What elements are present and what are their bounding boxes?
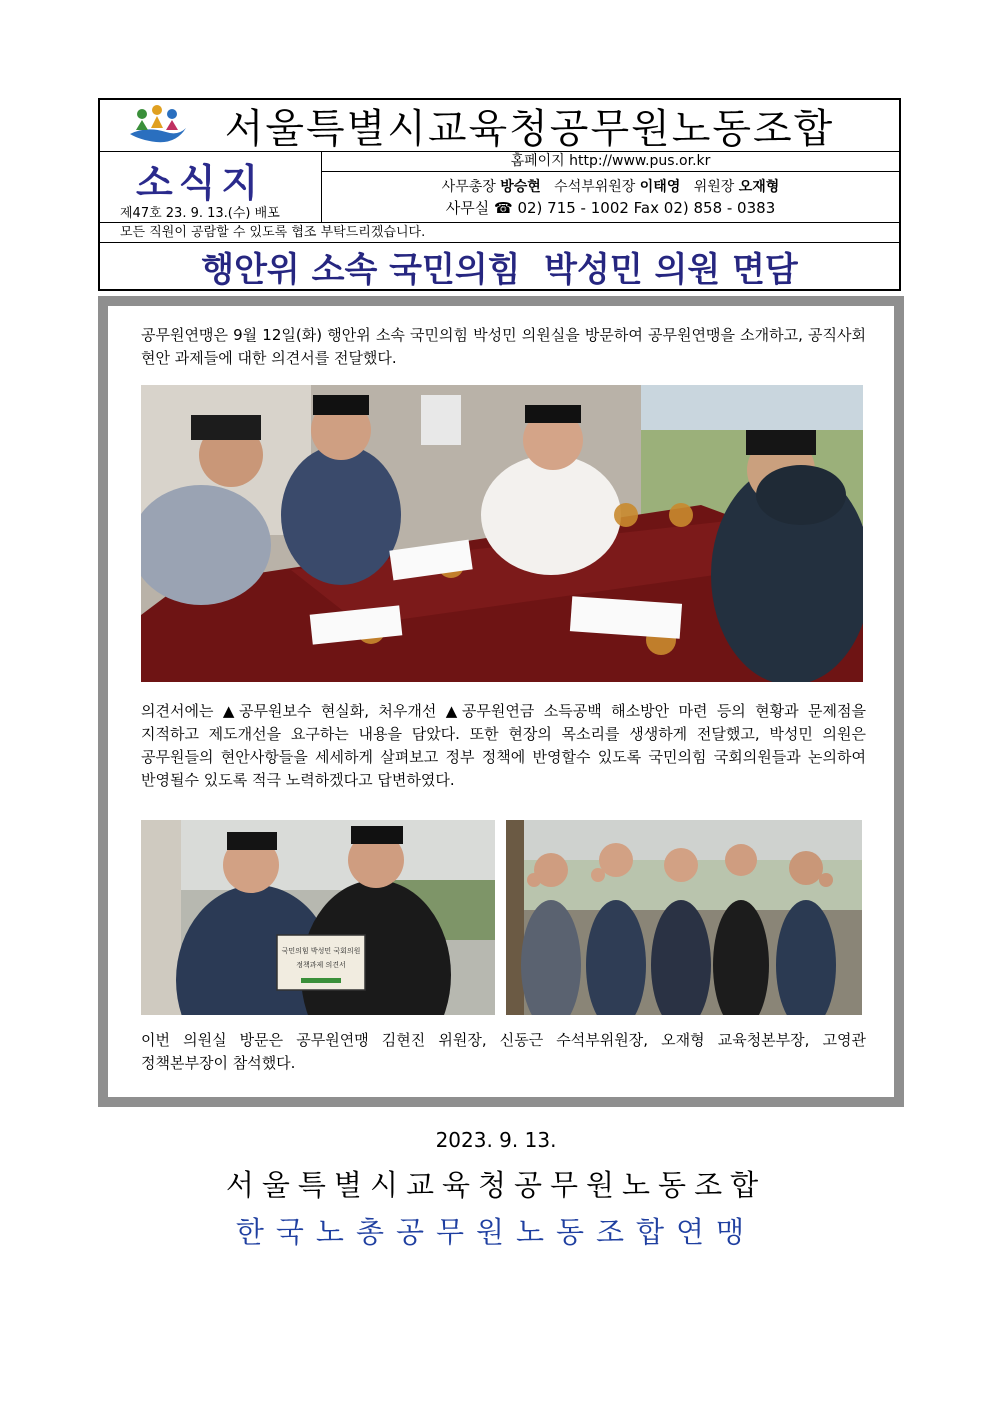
issue-info: 제47호 23. 9. 13.(수) 배포 bbox=[120, 206, 280, 221]
footer-union-name: 서울특별시교육청공무원노동조합 bbox=[225, 1168, 767, 1202]
footer-federation-name: 한국노총공무원노동조합연맹 bbox=[235, 1215, 757, 1249]
document-line-2: 정책과제 의견서 bbox=[296, 961, 346, 969]
group-photo-image bbox=[506, 820, 862, 1015]
footer-date: 2023. 9. 13. bbox=[435, 1128, 557, 1152]
office-contact: 사무실 ☎ 02) 715 - 1002 Fax 02) 858 - 0383 bbox=[445, 199, 776, 217]
homepage-link[interactable]: 홈페이지 http://www.pus.or.kr bbox=[322, 152, 899, 172]
headline: 행안위 소속 국민의힘 박성민 의원 면담 bbox=[201, 249, 798, 290]
document-line-1: 국민의힘 박성민 국회의원 bbox=[281, 947, 361, 955]
secretary-name: 방승현 bbox=[500, 179, 541, 195]
union-logo-icon bbox=[126, 104, 188, 148]
newsletter-header bbox=[98, 98, 901, 291]
circulation-request: 모든 직원이 공람할 수 있도록 협조 부탁드리겠습니다. bbox=[100, 222, 899, 243]
paragraph-attendees: 이번 의원실 방문은 공무원연맹 김현진 위원장, 신동근 수석부위원장, 오재형 교육청본부장, 고영관 정책본부장이 참석했다. bbox=[141, 1031, 866, 1072]
chair-label: 위원장 bbox=[693, 179, 735, 195]
paragraph-details: 의견서에는 ▲공무원보수 현실화, 처우개선 ▲공무원연금 소득공백 해소방안 마련 등의 현황과 문제점을 지적하고 제도개선을 요구하는 내용을 담았다. 또한 현장의 목소리를 생생하게 전달했고, 박성민 의원은 공무원들의 현안사항들을 세세하게 살펴보고 정부 정책에 반영할수 있도록 국민의힘 국회의원들과 논의하여 반영될수 있도록 적극 노력하겠다고 답변하였다. bbox=[141, 702, 866, 789]
meeting-photo bbox=[141, 385, 863, 682]
vice-chair-label: 수석부위원장 bbox=[554, 179, 636, 195]
newsletter-title: 소식지 bbox=[136, 161, 265, 205]
article-frame bbox=[98, 296, 904, 1107]
newsletter-badge bbox=[100, 152, 322, 222]
officers-line bbox=[322, 176, 899, 196]
title-row bbox=[100, 100, 899, 152]
paragraph-intro: 공무원연맹은 9월 12일(화) 행안위 소속 국민의힘 박성민 의원실을 방문하여 공무원연맹을 소개하고, 공직사회 현안 과제들에 대한 의견서를 전달했다. bbox=[141, 326, 866, 367]
article-body bbox=[108, 306, 894, 1097]
group-photo bbox=[506, 820, 862, 1015]
document-handover-image bbox=[141, 820, 495, 1015]
union-name: 서울특별시교육청공무원노동조합 bbox=[224, 106, 835, 152]
secretary-label: 사무총장 bbox=[441, 179, 496, 195]
document-handover-photo bbox=[141, 820, 495, 1015]
chair-name: 오재형 bbox=[738, 179, 780, 195]
vice-chair-name: 이태영 bbox=[639, 179, 681, 195]
meeting-photo-image bbox=[141, 385, 863, 682]
